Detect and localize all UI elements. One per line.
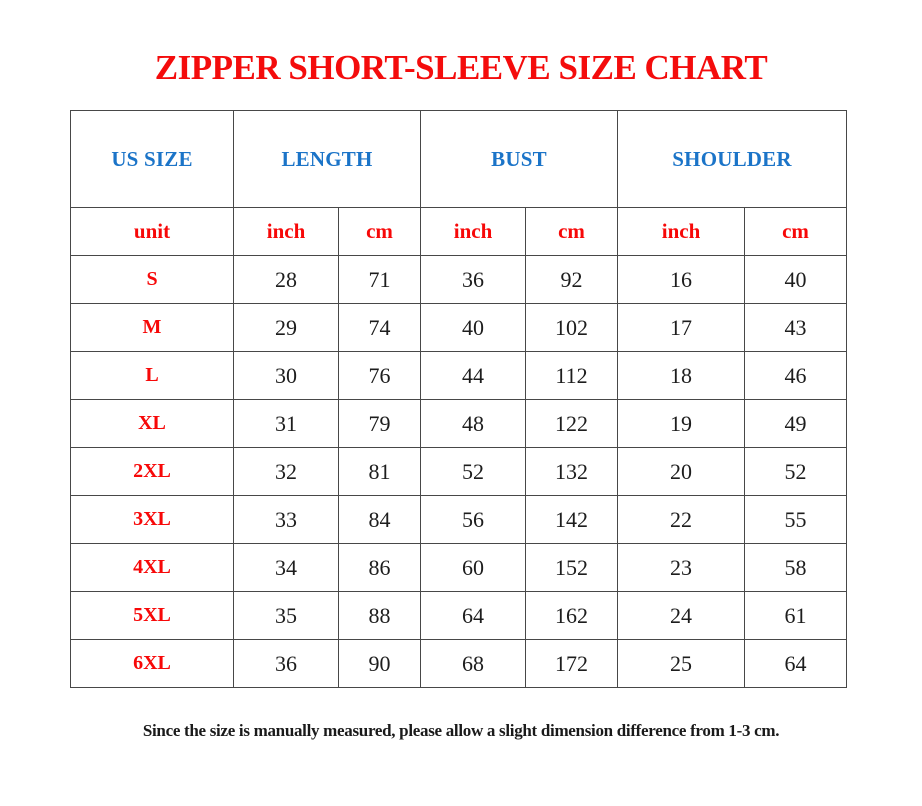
unit-cell: unit	[71, 208, 234, 256]
measurement-value: 84	[339, 496, 421, 544]
table-row	[71, 400, 847, 448]
column-group-us-size: US SIZE	[71, 111, 234, 208]
size-label: 2XL	[71, 448, 234, 496]
measurement-value: 162	[526, 592, 618, 640]
measurement-value: 16	[618, 256, 745, 304]
size-label: S	[71, 256, 234, 304]
measurement-value: 36	[421, 256, 526, 304]
measurement-value: 152	[526, 544, 618, 592]
size-label: XL	[71, 400, 234, 448]
measurement-value: 58	[745, 544, 847, 592]
measurement-value: 74	[339, 304, 421, 352]
measurement-value: 28	[234, 256, 339, 304]
measurement-value: 81	[339, 448, 421, 496]
measurement-value: 122	[526, 400, 618, 448]
measurement-value: 33	[234, 496, 339, 544]
measurement-value: 20	[618, 448, 745, 496]
measurement-value: 49	[745, 400, 847, 448]
measurement-value: 29	[234, 304, 339, 352]
measurement-value: 43	[745, 304, 847, 352]
measurement-value: 55	[745, 496, 847, 544]
page-title: ZIPPER SHORT-SLEEVE SIZE CHART	[154, 48, 768, 87]
measurement-value: 79	[339, 400, 421, 448]
measurement-value: 36	[234, 640, 339, 688]
unit-row	[71, 208, 847, 256]
measurement-value: 17	[618, 304, 745, 352]
table-row	[71, 496, 847, 544]
measurement-value: 172	[526, 640, 618, 688]
measurement-value: 86	[339, 544, 421, 592]
table-row	[71, 544, 847, 592]
measurement-value: 31	[234, 400, 339, 448]
measurement-value: 88	[339, 592, 421, 640]
column-group-row	[71, 111, 847, 208]
measurement-value: 64	[745, 640, 847, 688]
measurement-value: 44	[421, 352, 526, 400]
measurement-value: 92	[526, 256, 618, 304]
footnote: Since the size is manually measured, please allow a slight dimension difference from 1-3 cm.	[142, 721, 780, 740]
unit-cell: cm	[745, 208, 847, 256]
measurement-value: 102	[526, 304, 618, 352]
measurement-value: 142	[526, 496, 618, 544]
size-label: M	[71, 304, 234, 352]
measurement-value: 18	[618, 352, 745, 400]
measurement-value: 23	[618, 544, 745, 592]
measurement-value: 90	[339, 640, 421, 688]
unit-cell: inch	[421, 208, 526, 256]
size-table-body	[71, 256, 847, 688]
measurement-value: 71	[339, 256, 421, 304]
column-group-length: LENGTH	[234, 111, 421, 208]
measurement-value: 46	[745, 352, 847, 400]
unit-cell: inch	[234, 208, 339, 256]
size-label: 6XL	[71, 640, 234, 688]
size-label: 4XL	[71, 544, 234, 592]
size-label: L	[71, 352, 234, 400]
table-row	[71, 304, 847, 352]
size-chart-table	[70, 110, 847, 688]
measurement-value: 48	[421, 400, 526, 448]
measurement-value: 76	[339, 352, 421, 400]
measurement-value: 25	[618, 640, 745, 688]
measurement-value: 64	[421, 592, 526, 640]
table-row	[71, 592, 847, 640]
measurement-value: 112	[526, 352, 618, 400]
measurement-value: 61	[745, 592, 847, 640]
measurement-value: 30	[234, 352, 339, 400]
table-row	[71, 352, 847, 400]
measurement-value: 22	[618, 496, 745, 544]
column-group-shoulder: SHOULDER	[618, 111, 847, 208]
measurement-value: 52	[745, 448, 847, 496]
measurement-value: 40	[421, 304, 526, 352]
measurement-value: 35	[234, 592, 339, 640]
unit-cell: cm	[339, 208, 421, 256]
measurement-value: 56	[421, 496, 526, 544]
measurement-value: 60	[421, 544, 526, 592]
measurement-value: 24	[618, 592, 745, 640]
unit-cell: inch	[618, 208, 745, 256]
table-row	[71, 640, 847, 688]
measurement-value: 34	[234, 544, 339, 592]
table-row	[71, 448, 847, 496]
size-label: 5XL	[71, 592, 234, 640]
column-group-bust: BUST	[421, 111, 618, 208]
size-label: 3XL	[71, 496, 234, 544]
table-row	[71, 256, 847, 304]
measurement-value: 68	[421, 640, 526, 688]
unit-cell: cm	[526, 208, 618, 256]
measurement-value: 19	[618, 400, 745, 448]
measurement-value: 32	[234, 448, 339, 496]
measurement-value: 52	[421, 448, 526, 496]
measurement-value: 40	[745, 256, 847, 304]
measurement-value: 132	[526, 448, 618, 496]
